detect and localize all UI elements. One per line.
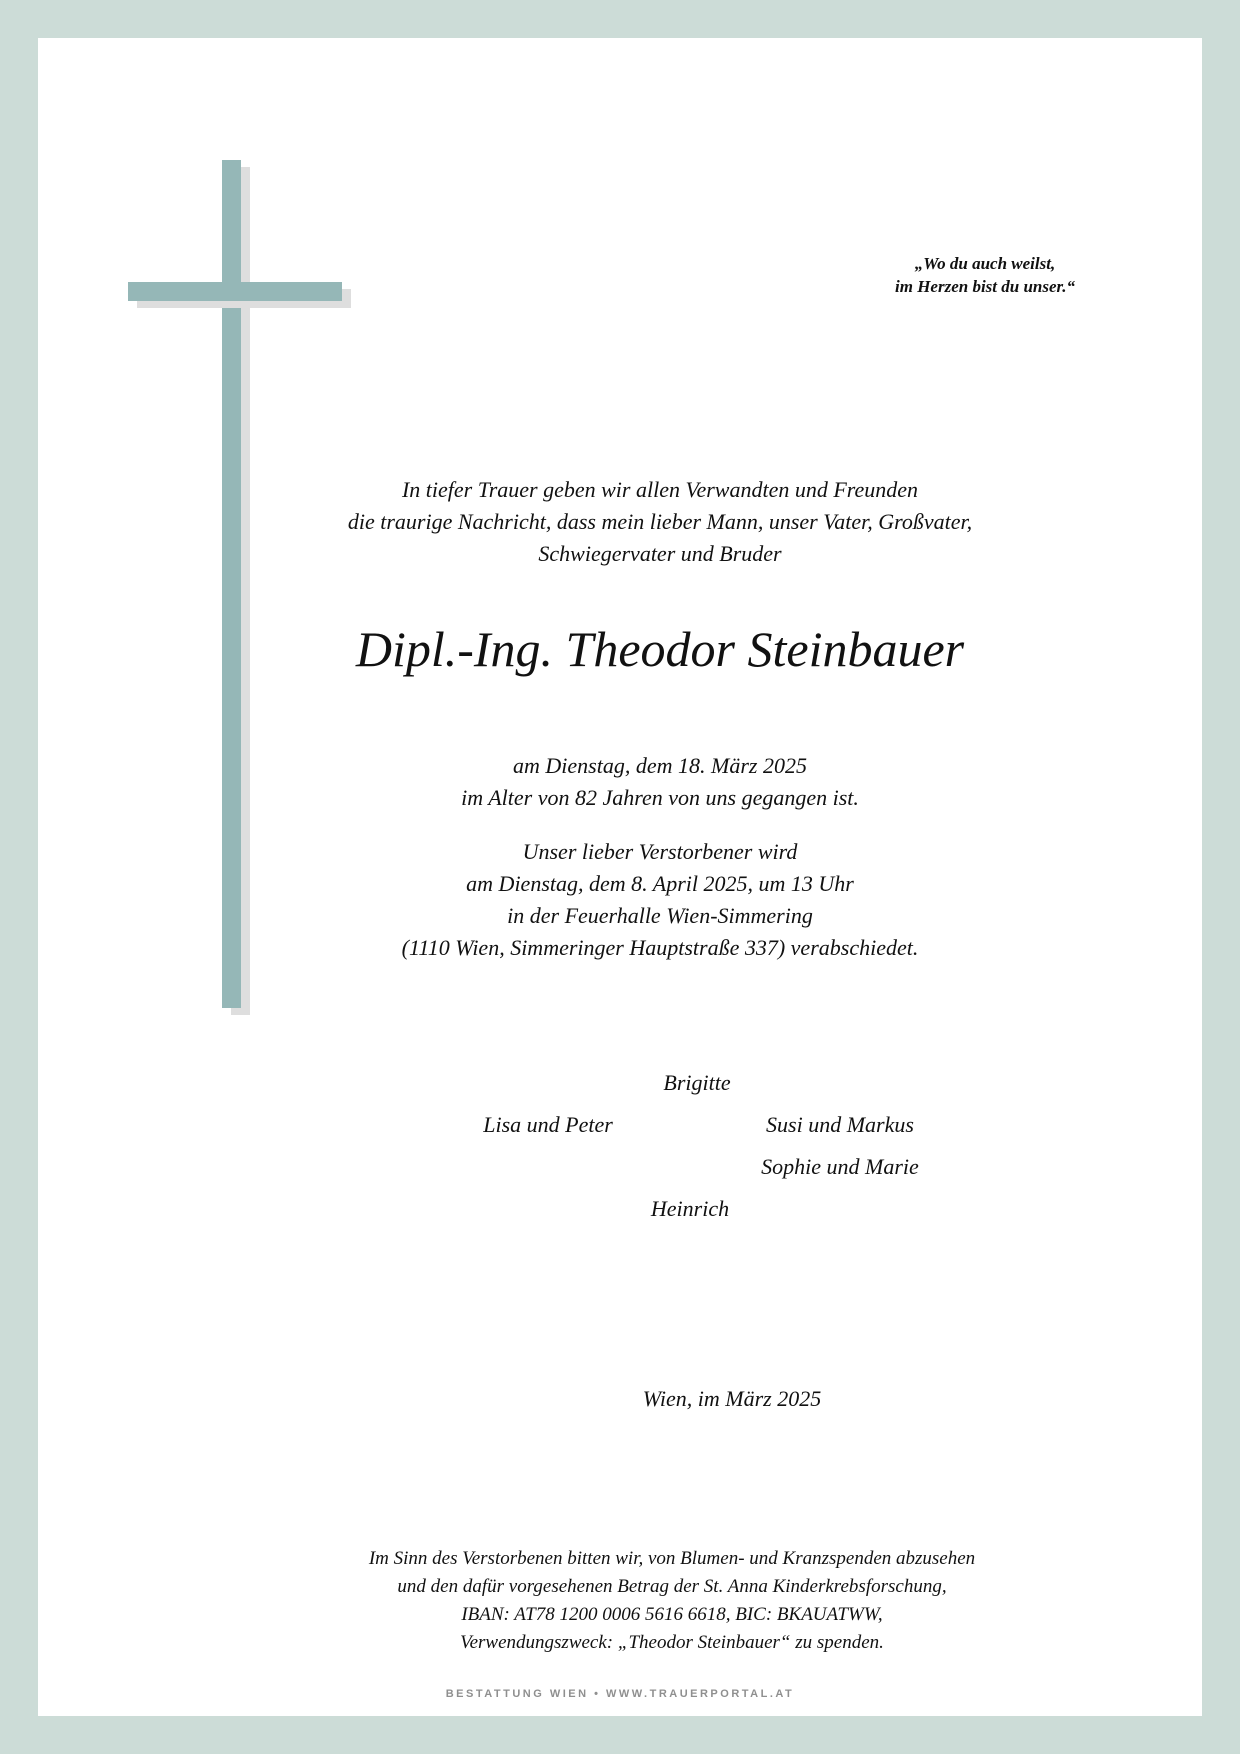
death-info (120, 750, 1200, 814)
funeral-home-footer: BESTATTUNG WIEN • WWW.TRAUERPORTAL.AT (445, 1688, 795, 1700)
farewell-line: in der Feuerhalle Wien-Simmering (507, 903, 813, 928)
announcement-line: die traurige Nachricht, dass mein lieber Mann, unser Vater, Großvater, (347, 509, 973, 534)
memorial-quote-line: im Herzen bist du unser.“ (895, 277, 1075, 296)
donation-line: IBAN: AT78 1200 0006 5616 6618, BIC: BKAUATWW, (461, 1604, 883, 1625)
mourner-name: Susi und Markus (766, 1112, 914, 1137)
mourner-name: Brigitte (663, 1070, 731, 1095)
donation-line: und den dafür vorgesehenen Betrag der St. Anna Kinderkrebsforschung, (397, 1576, 947, 1597)
farewell-line: Unser lieber Verstorbener wird (522, 839, 798, 864)
deceased-name: Dipl.-Ing. Theodor Steinbauer (355, 621, 965, 677)
mourner-name: Sophie und Marie (761, 1154, 919, 1179)
cross-icon (222, 282, 241, 301)
donation-request (132, 1545, 1212, 1657)
donation-line: Im Sinn des Verstorbenen bitten wir, von Blumen- und Kranzspenden abzusehen (368, 1548, 976, 1569)
death-date-line: am Dienstag, dem 18. März 2025 (513, 753, 807, 778)
memorial-quote-line: „Wo du auch weilst, (914, 254, 1056, 273)
memorial-quote (850, 252, 1120, 298)
announcement-text (120, 474, 1200, 570)
announcement-line: Schwiegervater und Bruder (538, 541, 782, 566)
donation-line: Verwendungszweck: „Theodor Steinbauer“ zu spenden. (460, 1632, 884, 1653)
farewell-info (120, 836, 1200, 964)
announcement-line: In tiefer Trauer geben wir allen Verwandten und Freunden (401, 477, 919, 502)
farewell-line: am Dienstag, dem 8. April 2025, um 13 Uhr (466, 871, 854, 896)
place-date-line: Wien, im März 2025 (642, 1386, 822, 1411)
mourner-name: Heinrich (650, 1196, 730, 1221)
mourner-name: Lisa und Peter (483, 1112, 613, 1137)
farewell-line: (1110 Wien, Simmeringer Hauptstraße 337) verabschiedet. (401, 935, 919, 960)
death-age-line: im Alter von 82 Jahren von uns gegangen ist. (461, 785, 859, 810)
